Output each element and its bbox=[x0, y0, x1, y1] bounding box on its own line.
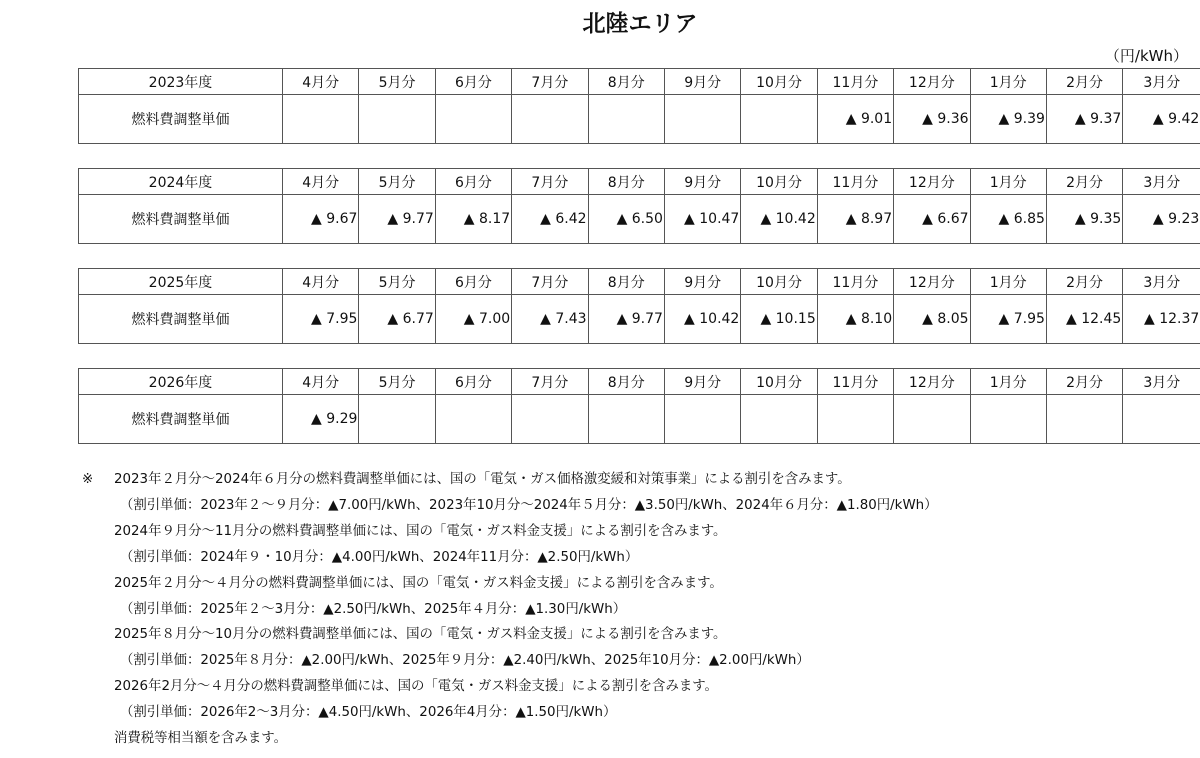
month-header: 1月分 bbox=[970, 69, 1046, 95]
unit-price-cell: ▲ 6.85 bbox=[970, 195, 1046, 244]
unit-price-cell: ▲ 8.10 bbox=[817, 295, 893, 344]
fiscal-year-table bbox=[78, 368, 1200, 444]
unit-price-cell: ▲ 9.39 bbox=[970, 95, 1046, 144]
month-header: 8月分 bbox=[588, 369, 664, 395]
unit-price-cell: ▲ 12.45 bbox=[1046, 295, 1122, 344]
fiscal-year-label: 2024年度 bbox=[79, 169, 283, 195]
note-line bbox=[82, 674, 1192, 700]
unit-price-cell: ▲ 6.77 bbox=[359, 295, 435, 344]
month-header: 2月分 bbox=[1046, 269, 1122, 295]
month-header: 2月分 bbox=[1046, 169, 1122, 195]
month-header: 2月分 bbox=[1046, 369, 1122, 395]
unit-price-cell: ▲ 7.00 bbox=[435, 295, 511, 344]
note-line bbox=[82, 519, 1192, 545]
month-header: 5月分 bbox=[359, 269, 435, 295]
month-header: 3月分 bbox=[1123, 69, 1200, 95]
month-header: 3月分 bbox=[1123, 169, 1200, 195]
unit-price-cell bbox=[741, 395, 817, 444]
row-label: 燃料費調整単価 bbox=[79, 95, 283, 144]
unit-price-cell: ▲ 10.47 bbox=[664, 195, 740, 244]
header-row bbox=[79, 369, 1200, 395]
note-line bbox=[82, 493, 1192, 519]
table-row bbox=[79, 195, 1200, 244]
unit-price-cell: ▲ 6.42 bbox=[512, 195, 588, 244]
unit-price-cell bbox=[359, 395, 435, 444]
table-row bbox=[79, 295, 1200, 344]
note-line bbox=[82, 726, 1192, 752]
month-header: 6月分 bbox=[435, 69, 511, 95]
month-header: 1月分 bbox=[970, 369, 1046, 395]
table-row bbox=[79, 95, 1200, 144]
month-header: 2月分 bbox=[1046, 69, 1122, 95]
month-header: 4月分 bbox=[283, 69, 359, 95]
note-text: （割引単価：2025年８月分：▲2.00円/kWh、2025年９月分：▲2.40円/kWh、2025年10月分：▲2.00円/kWh） bbox=[120, 653, 810, 669]
unit-price-cell: ▲ 6.50 bbox=[588, 195, 664, 244]
fiscal-year-table bbox=[78, 68, 1200, 144]
table-row bbox=[79, 395, 1200, 444]
month-header: 5月分 bbox=[359, 69, 435, 95]
unit-price-cell bbox=[435, 95, 511, 144]
note-line bbox=[82, 622, 1192, 648]
month-header: 8月分 bbox=[588, 169, 664, 195]
month-header: 11月分 bbox=[817, 269, 893, 295]
month-header: 4月分 bbox=[283, 169, 359, 195]
unit-price-cell: ▲ 9.36 bbox=[894, 95, 970, 144]
page-title: 北陸エリア bbox=[582, 11, 698, 37]
note-line bbox=[82, 597, 1192, 623]
header-row bbox=[79, 69, 1200, 95]
month-header: 1月分 bbox=[970, 269, 1046, 295]
row-label: 燃料費調整単価 bbox=[79, 195, 283, 244]
note-text: 消費税等相当額を含みます。 bbox=[114, 731, 288, 747]
month-header: 4月分 bbox=[283, 369, 359, 395]
fiscal-year-table bbox=[78, 268, 1200, 344]
month-header: 12月分 bbox=[894, 169, 970, 195]
month-header: 7月分 bbox=[512, 169, 588, 195]
unit-price-cell: ▲ 8.97 bbox=[817, 195, 893, 244]
month-header: 9月分 bbox=[664, 69, 740, 95]
unit-price-cell bbox=[512, 95, 588, 144]
month-header: 10月分 bbox=[741, 169, 817, 195]
unit-price-cell: ▲ 7.43 bbox=[512, 295, 588, 344]
note-text: （割引単価：2026年2～3月分：▲4.50円/kWh、2026年4月分：▲1.50円/kWh） bbox=[120, 705, 617, 721]
row-label: 燃料費調整単価 bbox=[79, 395, 283, 444]
unit-price-cell: ▲ 6.67 bbox=[894, 195, 970, 244]
fiscal-year-label: 2025年度 bbox=[79, 269, 283, 295]
unit-price-cell bbox=[588, 95, 664, 144]
unit-price-cell: ▲ 9.35 bbox=[1046, 195, 1122, 244]
unit-price-cell bbox=[664, 395, 740, 444]
month-header: 9月分 bbox=[664, 369, 740, 395]
unit-price-cell: ▲ 7.95 bbox=[283, 295, 359, 344]
note-text: （割引単価：2023年２～９月分：▲7.00円/kWh、2023年10月分～2024年５月分：▲3.50円/kWh、2024年６月分：▲1.80円/kWh） bbox=[120, 497, 938, 513]
note-text: 2025年２月分～４月分の燃料費調整単価には、国の「電気・ガス料金支援」による割引を含みます。 bbox=[114, 575, 723, 591]
month-header: 3月分 bbox=[1123, 269, 1200, 295]
month-header: 10月分 bbox=[741, 369, 817, 395]
month-header: 4月分 bbox=[283, 269, 359, 295]
unit-price-cell: ▲ 10.42 bbox=[741, 195, 817, 244]
unit-price-cell: ▲ 8.17 bbox=[435, 195, 511, 244]
month-header: 7月分 bbox=[512, 69, 588, 95]
month-header: 6月分 bbox=[435, 169, 511, 195]
unit-price-cell bbox=[817, 395, 893, 444]
note-line bbox=[82, 467, 1192, 493]
header-row bbox=[79, 169, 1200, 195]
month-header: 6月分 bbox=[435, 269, 511, 295]
month-header: 9月分 bbox=[664, 169, 740, 195]
unit-price-cell bbox=[359, 95, 435, 144]
fiscal-year-label: 2023年度 bbox=[79, 69, 283, 95]
unit-price-cell bbox=[741, 95, 817, 144]
month-header: 5月分 bbox=[359, 169, 435, 195]
unit-price-cell: ▲ 9.01 bbox=[817, 95, 893, 144]
month-header: 12月分 bbox=[894, 369, 970, 395]
month-header: 8月分 bbox=[588, 69, 664, 95]
unit-price-cell: ▲ 9.77 bbox=[359, 195, 435, 244]
header-row bbox=[79, 269, 1200, 295]
unit-price-cell bbox=[435, 395, 511, 444]
unit-price-cell bbox=[1046, 395, 1122, 444]
unit-price-cell bbox=[283, 95, 359, 144]
notes-section bbox=[82, 467, 1192, 752]
month-header: 12月分 bbox=[894, 69, 970, 95]
month-header: 8月分 bbox=[588, 269, 664, 295]
unit-price-cell: ▲ 10.42 bbox=[664, 295, 740, 344]
note-line bbox=[82, 571, 1192, 597]
month-header: 9月分 bbox=[664, 269, 740, 295]
unit-price-cell bbox=[894, 395, 970, 444]
unit-price-cell bbox=[512, 395, 588, 444]
unit-price-cell: ▲ 9.42 bbox=[1123, 95, 1200, 144]
unit-price-cell bbox=[1123, 395, 1200, 444]
month-header: 10月分 bbox=[741, 269, 817, 295]
month-header: 11月分 bbox=[817, 69, 893, 95]
unit-price-cell: ▲ 9.67 bbox=[283, 195, 359, 244]
month-header: 12月分 bbox=[894, 269, 970, 295]
month-header: 11月分 bbox=[817, 369, 893, 395]
unit-price-cell bbox=[588, 395, 664, 444]
unit-price-cell: ▲ 10.15 bbox=[741, 295, 817, 344]
fiscal-year-label: 2026年度 bbox=[79, 369, 283, 395]
note-text: （割引単価：2024年９・10月分：▲4.00円/kWh、2024年11月分：▲2.50円/kWh） bbox=[120, 549, 639, 565]
unit-price-cell bbox=[664, 95, 740, 144]
month-header: 7月分 bbox=[512, 269, 588, 295]
note-line bbox=[82, 700, 1192, 726]
note-text: （割引単価：2025年２～3月分：▲2.50円/kWh、2025年４月分：▲1.30円/kWh） bbox=[120, 601, 627, 617]
month-header: 1月分 bbox=[970, 169, 1046, 195]
note-text: 2026年2月分～４月分の燃料費調整単価には、国の「電気・ガス料金支援」による割引を含みます。 bbox=[114, 679, 718, 695]
unit-price-cell: ▲ 7.95 bbox=[970, 295, 1046, 344]
note-line bbox=[82, 545, 1192, 571]
note-text: 2025年８月分～10月分の燃料費調整単価には、国の「電気・ガス料金支援」による割引を含みます。 bbox=[114, 627, 727, 643]
unit-price-cell: ▲ 9.77 bbox=[588, 295, 664, 344]
fiscal-year-table bbox=[78, 168, 1200, 244]
note-line bbox=[82, 648, 1192, 674]
unit-price-cell: ▲ 9.37 bbox=[1046, 95, 1122, 144]
note-text: 2024年９月分～11月分の燃料費調整単価には、国の「電気・ガス料金支援」による割引を含みます。 bbox=[114, 523, 727, 539]
unit-price-cell bbox=[970, 395, 1046, 444]
month-header: 5月分 bbox=[359, 369, 435, 395]
month-header: 3月分 bbox=[1123, 369, 1200, 395]
note-text: 2023年２月分～2024年６月分の燃料費調整単価には、国の「電気・ガス価格激変緩和対策事業」による割引を含みます。 bbox=[114, 472, 851, 487]
unit-label: （円/kWh） bbox=[1104, 47, 1188, 65]
month-header: 11月分 bbox=[817, 169, 893, 195]
month-header: 7月分 bbox=[512, 369, 588, 395]
unit-price-cell: ▲ 8.05 bbox=[894, 295, 970, 344]
unit-price-cell: ▲ 9.23 bbox=[1123, 195, 1200, 244]
unit-price-cell: ▲ 12.37 bbox=[1123, 295, 1200, 344]
row-label: 燃料費調整単価 bbox=[79, 295, 283, 344]
month-header: 10月分 bbox=[741, 69, 817, 95]
month-header: 6月分 bbox=[435, 369, 511, 395]
unit-price-cell: ▲ 9.29 bbox=[283, 395, 359, 444]
note-mark: ※ bbox=[82, 472, 94, 487]
